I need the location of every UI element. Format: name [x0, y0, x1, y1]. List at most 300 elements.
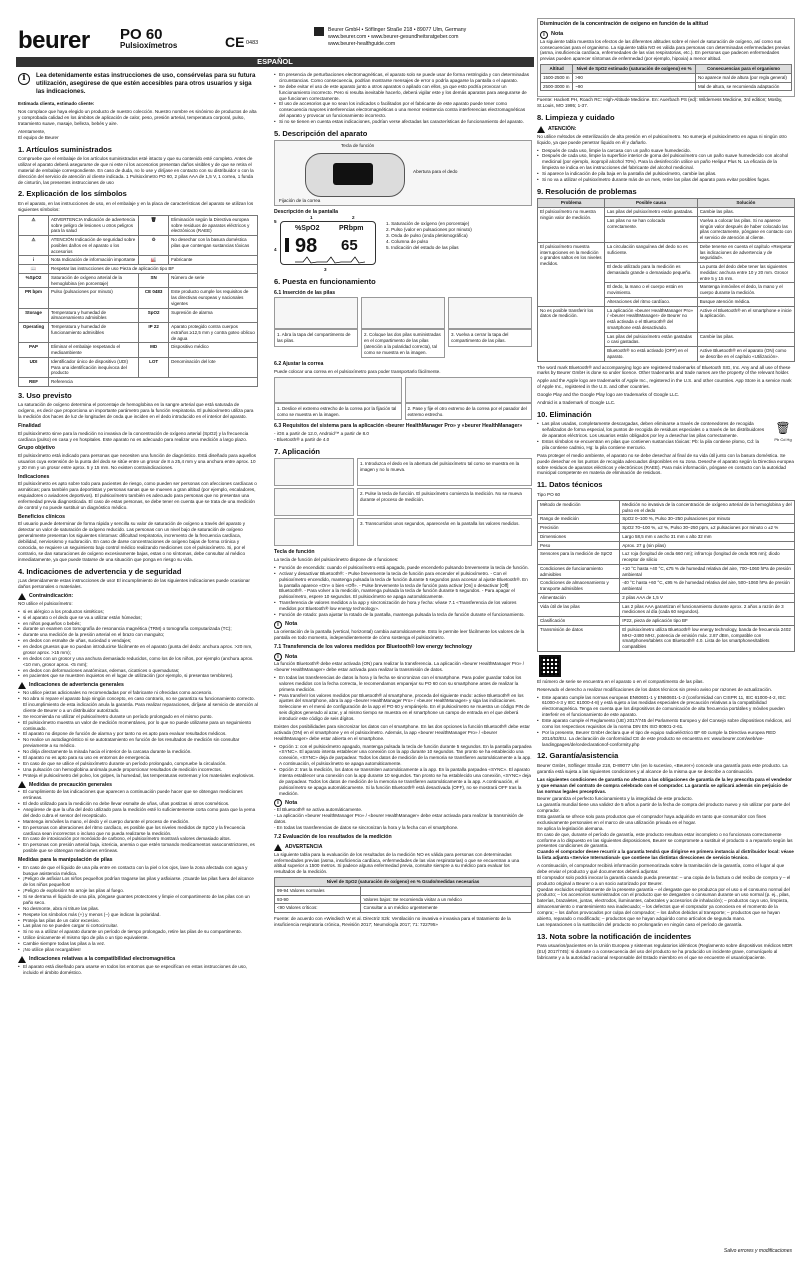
- section-6-1-title: 6.1 Inserción de las pilas: [274, 289, 336, 296]
- altitude-cell: Mal de altura, se recomienda adaptación: [696, 82, 792, 91]
- symbol-description: ATENCIÓN Indicación de seguridad sobre posibles daños en el aparato o los accesorios: [49, 236, 139, 256]
- eval-row: [275, 895, 532, 904]
- nota-2-title: Nota: [285, 653, 298, 660]
- list-item: • si el aparato o el dedo que se va a utilizar están húmedos;: [18, 615, 258, 621]
- disposal-icon: 🗑 Pb Cd Hg: [771, 421, 795, 452]
- eval-row: [275, 904, 532, 913]
- list-item: • Mantenga inmóviles la mano, el dedo y el cuerpo durante el proceso de medición.: [18, 819, 258, 825]
- tech-label: Vida útil de las pilas: [538, 602, 620, 617]
- section-5-title: 5. Descripción del aparato: [274, 128, 368, 138]
- note-icon: i: [274, 799, 282, 807]
- ce-mark: CE: [225, 34, 245, 50]
- trouble-cause: Bluetooth® no está activado (OFF) en el aparato.: [605, 347, 698, 362]
- symbol-glyph: IP 22: [139, 323, 169, 343]
- display-spo2-value: 98: [295, 235, 318, 258]
- section-1-body: Compruebe que el embalaje de los artículos suministrados esté intacto y que su contenido esté completo. Antes de utilizar el aparato deberá asegurarse de que ni este ni los accesorios presentan daños visibles y de que se retira el material de embalaje correspondiente. En caso de duda, no lo use y diríjase en contacto con su distribuidor o con la dirección del servicio de atención al cliente indicada. 1 Pulsioxímetro PO 60, 2 pilas AAA de 1,5 V, 1 correa, 1 funda de cinturón, las presentes instrucciones de uso: [18, 156, 254, 185]
- altitude-table: [540, 64, 792, 91]
- list-item: A continuación, el comprador recibirá información pormenorizada sobre la tramitación de la garantía, como el lugar al que debe enviar el producto y qué documentos deberá adjuntar.: [537, 863, 785, 874]
- tech-label: Clasificación: [538, 617, 620, 626]
- product-subtitle: Pulsioxímetros: [120, 41, 178, 50]
- bat-list: [18, 865, 258, 953]
- warn-general-heading: [18, 682, 258, 689]
- altitude-cell: >90: [573, 73, 696, 82]
- list-item: • En caso de intoxicación por monóxido de carbono, el pulsioxímetro mostrará valores demasiado altos.: [18, 836, 258, 842]
- alt-nota-heading: [540, 31, 792, 39]
- list-item: • El dedo utilizado para la medición no debe llevar esmalte de uñas, uñas postizas ni otros cosméticos.: [18, 801, 258, 807]
- eval-action: Valores bajos: Se recomienda visitar a un médico: [361, 895, 532, 904]
- ce-number: 0483: [246, 40, 259, 46]
- app-step-1-text: 1. Introduzca el dedo en la abertura del pulsioxímetro tal como se muestra en la imagen y no lo mueva.: [357, 458, 532, 486]
- warranty-paras: [537, 796, 795, 849]
- display-frame: [280, 221, 376, 265]
- symbol-description: Eliminación según la Directiva europea sobre residuos de aparatos eléctricos y electrónicos (RAEE): [169, 215, 258, 235]
- list-item: • en niños pequeños o bebés;: [18, 621, 258, 627]
- tech-value: Largo 58,5 mm x ancho 31 mm x alto 32 mm: [620, 532, 795, 541]
- symbol-description: Número de serie: [169, 273, 258, 288]
- list-item: • Se recomienda no utilizar el pulsioxímetro durante un período prolongado en el mismo punto.: [18, 714, 258, 720]
- column-1: [18, 72, 258, 978]
- eval-level: <90 Valores críticos:: [275, 904, 361, 913]
- symbol-description: Temperatura y humedad de almacenamiento admisibles: [49, 308, 139, 323]
- list-item: • El uso de accesorios que no sean los indicados o facilitados por el fabricante de este aparato puede tener como consecuencia mayores interferencias electromagnéticas o una menor resistencia contra interferencias electromagnéticas del aparato y provocar un funcionamiento incorrecto.: [274, 101, 532, 119]
- list-item: Esta garantía se ofrece solo para productos que el comprador haya adquirido en tanto que consumidor con fines exclusivamente personales en el marco de una utilización privada en el hogar.: [537, 814, 767, 825]
- section-6-2-body: Puede colocar una correa en el pulsioxímetro para poder transportarlo fácilmente.: [274, 369, 441, 375]
- prec-heading: [18, 781, 258, 788]
- symbol-glyph: Operating: [19, 323, 49, 343]
- display-num-4: 4: [274, 247, 277, 253]
- emc-item: • El aparato está diseñado para usarse en todos los entornos que se especifican en estas instrucciones de uso, incluido el ámbito doméstico.: [18, 964, 258, 976]
- tech-value: Aprox. 27 g (sin pilas): [620, 541, 795, 550]
- label-tecla: Tecla de función: [341, 143, 375, 149]
- company-address: [328, 27, 466, 47]
- symbol-glyph: SN: [139, 273, 169, 288]
- symbol-glyph: Storage: [19, 308, 49, 323]
- tech-label: Dimensiones: [538, 532, 620, 541]
- trouble-problem: El pulsioxímetro no muestra ningún valor de medición.: [538, 208, 605, 243]
- warning-icon: [18, 593, 26, 600]
- emc-list: [18, 964, 258, 976]
- pulse-column: [285, 238, 289, 252]
- bat-title: Medidas para la manipulación de pilas: [18, 857, 113, 863]
- s63-item-2: - Bluetooth® a partir de 4.0: [274, 436, 330, 442]
- list-item: - El Bluetooth® se activa automáticamente.: [274, 807, 363, 813]
- list-item: • si es alérgico a los productos sintéticos;: [18, 609, 258, 615]
- list-item: • El cumplimiento de las indicaciones que aparecen a continuación puede hacer que se obtengan mediciones erróneas.: [18, 789, 258, 801]
- strap-step-2-text: 2. Pase y fije el otro extremo de la correa por el pasador del extremo estrecho.: [405, 403, 533, 421]
- language-bar: ESPAÑOL: [16, 57, 534, 67]
- symbol-row: [19, 378, 258, 387]
- symbol-description: Aparato protegido contra cuerpos extraños ≥12,5 mm y contra goteo oblicuo de agua: [169, 323, 258, 343]
- sign-off: [18, 129, 258, 141]
- grupo-title: Grupo objetivo: [18, 445, 55, 452]
- symbol-glyph: PR bpm: [19, 288, 49, 308]
- display-pr-value: 65: [341, 237, 358, 255]
- tech-value: Las 2 pilas AAA garantizan el funcionamiento durante aprox. 2 años a razón de 3 mediciones al día (cada 60 segundos).: [620, 602, 795, 617]
- list-item: • Transferencia de valores medidos a la app y sincronización de hora y fecha: véase 7.1 «Transferencia de los valores medidos por Bluetooth® low energy technology».: [274, 600, 532, 612]
- symbol-row: [19, 256, 258, 265]
- symbol-description: Saturación de oxígeno arterial de la hemoglobina (en porcentaje): [49, 273, 139, 288]
- strap-step-2: [405, 377, 533, 421]
- tech-label: Sensores para la medición de SpO2: [538, 550, 620, 565]
- list-item: • En todas las transferencias de datos la hora y la fecha se sincronizan con el smartphone. Para poder guardar todos los valores medidos con la fecha correcta, le recomendamos emparejar su PO 60 con su smartphone antes de realizar la primera medición.: [274, 675, 532, 693]
- tech-row: [538, 532, 795, 541]
- trouble-cause: Las pilas no se han colocado correctamente.: [605, 216, 698, 242]
- symbol-row: [19, 357, 258, 377]
- strap-step-2-image: [405, 377, 533, 403]
- indicaciones-body: El pulsioxímetro es apto sobre todo para pacientes de riesgo, como pueden ser personas con afecciones cardíacas o asmáticas; para también para deportistas y personas sanas que se mueven a gran altitud (por ejemplo, escaladores, esquiadores o aviadores deportivos). El pulsioxímetro también es adecuado para personas que no presentan una enfermedad previa diagnosticada. El caso de estas personas, se debe tener en cuenta que se trata de una medición de control y no puede sustituir un diagnóstico médico.: [18, 481, 257, 510]
- symbol-row: [19, 215, 258, 235]
- symbol-glyph: ⚠: [19, 215, 49, 235]
- tech-label: Peso: [538, 541, 620, 550]
- symbol-row: [19, 273, 258, 288]
- trouble-problem: El pulsioxímetro muestra interrupciones en la medición o grandes saltos en los niveles medidos.: [538, 242, 605, 306]
- warning-icon: [537, 126, 545, 133]
- tech-reserve: Reservado el derecho a realizar modificaciones de los datos técnicos sin previo aviso por razones de actualización.: [537, 686, 772, 692]
- altitude-cell: No aparece mal de altura (por regla general): [696, 73, 792, 82]
- trouble-solution: Mantenga inmóviles el dedo, la mano y el cuerpo durante la medición.: [697, 283, 794, 298]
- trouble-solution: Cambie las pilas.: [697, 208, 794, 217]
- section-7-1-title: 7.1 Transferencia de los valores medidos por Bluetooth® low energy technology: [274, 643, 473, 650]
- display-num-2: 2: [352, 215, 355, 221]
- device-screen: [333, 163, 373, 185]
- alt-nota-body: La siguiente tabla muestra los efectos de las diferentes altitudes sobre el nivel de saturación de oxígeno, así como sus consecuencias para el organismo. La siguiente tabla NO es válida para personas con determinadas enfermedades previas (asma, insuficiencia cardíaca, enfermedades de las vías respiratorias, etc.). En personas que padecen enfermedades previas pueden aparecer síntomas de enfermedad (por ejemplo, hipoxia) a menor altitud.: [540, 38, 790, 62]
- trouble-solution: Active Bluetooth® en el aparato (ON) como se describe en el capítulo «Utilización».: [697, 347, 794, 362]
- label-abertura: Abertura para el dedo: [413, 169, 458, 175]
- atencion-title: ATENCIÓN:: [548, 125, 577, 132]
- list-item: Las reparaciones o la sustitución del producto no prolongarán en ningún caso el período de garantía.: [537, 921, 743, 927]
- adv-heading: [274, 844, 532, 851]
- trademark-3: Google Play and the Google Play logo are trademarks of Google LLC.: [537, 392, 680, 398]
- eval-level: 93-90: [275, 895, 361, 904]
- alt-source: Fuente: Hackett PH, Roach RC: High-Altitude Medicine. En: Auerbach PS (ed): Wilderness Medicine, 3rd edition; Mosby, St.Louis, MO 1995; 1-37.: [537, 97, 783, 109]
- list-item: En caso de que, durante el período de garantía, este producto resultara estar incompleto o no funcionara correctamente conforme a lo dispuesto en las siguientes disposiciones, Beurer se compromete a sustituir el producto o a repararlo según las presentes condiciones de garantía.: [537, 831, 793, 849]
- application-steps: [274, 458, 532, 546]
- tech-value: +10 °C hasta +40 °C, ≤75 % de humedad relativa del aire, 700–1060 hPa de presión ambiental: [620, 564, 795, 579]
- troubleshooting-table: [537, 198, 795, 361]
- list-item: El comprador solo podrá invocar la garantía cuando pueda presentar: – una copia de la factura o del recibo de compra y – el producto original a Beurer o a un socio autorizado por Beurer.: [537, 874, 791, 886]
- eval-action: Consultar a un médico urgentemente: [361, 904, 532, 913]
- list-item: • No abra ni repare el aparato bajo ningún concepto, en caso contrario, no se garantiza su funcionamiento correcto. El incumplimiento de esta indicación anula la garantía. Para realizar reparaciones, diríjase al servicio de atención al cliente de Beurer o a un distribuidor autorizado.: [18, 696, 258, 714]
- symbol-glyph: UDI: [19, 357, 49, 377]
- symbol-description: No desechar con la basura doméstica pilas que contengan sustancias tóxicas: [169, 236, 258, 256]
- disposal-block: [537, 421, 795, 452]
- tech-row: [538, 550, 795, 565]
- symbol-description: Pulso (pulsaciones por minuto): [49, 288, 139, 308]
- sign-off-text: Atentamente,: [18, 128, 46, 134]
- list-item: • El aparato no es apto para su uso en entornos de emergencia.: [18, 755, 258, 761]
- list-item: • Si no va a utilizar el pulsioxímetro durante más de un mes, retire las pilas del aparato para evitar posibles fugas.: [537, 177, 795, 183]
- symbol-row: [19, 236, 258, 256]
- list-item: • en dedos con deformaciones anatómicas, edemas, cicatrices o quemaduras;: [18, 668, 258, 674]
- tech-value: 2 pilas AAA de 1,5 V: [620, 593, 795, 602]
- column-3: [537, 18, 795, 963]
- list-item: 4. Columna de pulso: [386, 238, 429, 244]
- list-item: • durante un examen con tomografía de resonancia magnética (TRM) o tomografía computarizada (TC);: [18, 626, 258, 632]
- beneficios-body: El usuario puede determinar de forma rápida y sencilla su valor de saturación de oxígeno a través del aparato y detectar un valor de saturación de oxígeno reducido. Las personas con un nivel bajo de saturación de oxígeno generalmente presentan los siguientes síntomas: dificultad respiratoria, incremento de la frecuencia cardíaca, debilidad, nerviosismo y sudoración. En caso de darse concentraciones de oxígeno bajas de forma crónica y conocida, se requiere un seguimiento bajo control médico realizando mediciones con el pulsioxímetro. Si, por el contrario, se dan saturaciones de oxígeno excesivamente bajas, estas o no síntomas, debe consultar al médico inmediatamente, ya que puede tratarse de una situación que ponga en riesgo su vida.: [18, 521, 246, 562]
- display-spo2-label: %SpO2: [295, 225, 320, 233]
- label-correa: Fijación de la correa: [279, 198, 321, 204]
- trouble-solution: Active el Bluetooth® en el smartphone e inicie la aplicación.: [697, 306, 794, 332]
- trouble-header: Problema: [538, 199, 605, 208]
- intro-note: [18, 72, 258, 95]
- trouble-cause: Alteraciones del ritmo cardíaco.: [605, 297, 698, 306]
- altitude-title: Disminución de la concentración de oxígeno en función de la altitud: [540, 21, 709, 27]
- trouble-solution: Vuelva a colocar las pilas. Si no aparece ningún valor después de haber colocado las pilas correctamente, póngase en contacto con el servicio de atención al cliente.: [697, 216, 794, 242]
- tech-row: [538, 564, 795, 579]
- company-line-1: Beurer GmbH • Söflinger Straße 218 • 89077 Ulm, Germany: [328, 27, 467, 33]
- symbol-glyph: ⚠: [19, 236, 49, 256]
- altitude-row: [541, 82, 792, 91]
- battery-step-3-text: 3. Vuelva a cerrar la tapa del compartimento de las pilas.: [448, 329, 532, 347]
- list-item: • Se debe evitar el uso de este aparato junto a otros aparatos o apilado con ellos, ya que esto podría provocar un funcionamiento incorrecto. Pero si resulta inevitable hacerlo, deberá vigilar este y los demás aparatos para asegurarse de que funcionen correctamente.: [274, 84, 532, 102]
- list-item: Se aplica la legislación alemana.: [537, 825, 604, 831]
- list-item: • Después de cada uso, limpie la superficie interior de goma del pulsioxímetro con un paño suave humedecido con alcohol medicinal (por ejemplo, isopropil alcohol 70%). Para la desinfección utilice un paño Helipur Plus N. La eficacia de la limpieza se indica en las instrucciones del fabricante del alcohol medicinal.: [537, 153, 795, 171]
- list-item: • No utilice piezas adicionales no recomendadas por el fabricante ni ofrecidas como accesorio.: [18, 690, 258, 696]
- symbol-row: [19, 265, 258, 274]
- contra-title: Contraindicación:: [29, 593, 74, 600]
- s71-body: Existen dos posibilidades para sincronizar los datos con el smartphone. En las dos opciones la función Bluetooth® debe estar activada (ON) en el smartphone y en el pulsioxímetro. Además, la app «beurer HealthManager Pro» / «beurer HealthManager» debe estar abierta en el smartphone.: [274, 723, 530, 741]
- section-2-title: 2. Explicación de los símbolos: [18, 189, 127, 199]
- symbol-glyph: LOT: [139, 357, 169, 377]
- symbol-glyph: 🗑: [139, 215, 169, 235]
- list-item: • Estos símbolos se encuentran en pilas que contienen sustancias tóxicas: Pb: la pila contiene plomo, Cd: la pila contiene cadmio, Hg: la pila contiene mercurio.: [537, 439, 767, 451]
- tech-value: El pulsioxímetro utiliza Bluetooth® low energy technology, banda de frecuencia 2402 MHz–2480 MHz, potencia de emisión máx. 2.87 dBm, compatible con smartphones/tablets con Bluetooth® 4.0. Lista de los smartphones/tablets compatibles: [620, 625, 795, 651]
- trouble-row: [538, 306, 795, 332]
- device-figure: [274, 140, 532, 206]
- tech-row: [538, 625, 795, 651]
- list-item: • Opción 1: con el pulsioxímetro apagado, mantenga pulsada la tecla de función durante 5 segundos. En la pantalla parpadea «SYNC». El aparato intenta establecer una conexión con la app durante 10 segundos. Tan pronto se ha establecido una conexión, «SYNC» deja de parpadear. Todos los datos de medición de la memoria se transfieren automáticamente a la app. A continuación, el pulsioxímetro se apaga automáticamente.: [274, 744, 532, 768]
- nota-1-title: Nota: [285, 621, 298, 628]
- symbols-table: [18, 215, 258, 387]
- section-7-2-title: 7.2 Evaluación de los resultados de la medición: [274, 833, 392, 840]
- tech-row: [538, 515, 795, 524]
- section-12-title: 12. Garantía/asistencia: [537, 751, 619, 761]
- symbol-row: [19, 323, 258, 343]
- list-item: • ¡Peligro de explosión! No arroje las pilas al fuego.: [18, 888, 258, 894]
- symbol-glyph: MD: [139, 343, 169, 358]
- bat-heading: [18, 857, 258, 864]
- list-item: • Función de rotado: para ajustar la rotado de la pantalla, mantenga pulsada la tecla de función durante el funcionamiento.: [274, 612, 532, 618]
- trademark-4: Android is a trademark of Google LLC.: [537, 399, 616, 405]
- nota-3-list: [274, 807, 532, 831]
- section-6-3-title: 6.3 Requisitos del sistema para la aplicación «beurer HealthManager Pro» y «beurer HealthManager»: [274, 423, 523, 430]
- symbol-description: Denominación del lote: [169, 357, 258, 377]
- tech-row: [538, 579, 795, 594]
- altitude-cell: ~90: [573, 82, 696, 91]
- list-item: • En personas con presión arterial baja, ictericia, anemia o que estén tomando medicamentos vasoconstrictores, es posible que se obtengan mediciones erróneas.: [18, 842, 258, 854]
- list-item: • Respete los símbolos más (+) y menos (−) que indican la polaridad.: [18, 912, 258, 918]
- document-header: [0, 0, 535, 66]
- cleaning-list: [537, 148, 795, 183]
- list-item: • Una pulsación con hemoglobina anómala puede proporcionar resultados de medición incorrectos.: [18, 767, 258, 773]
- team-name: El equipo de Beurer: [18, 134, 59, 140]
- tech-row: [538, 617, 795, 626]
- list-item: • No desmonte, abra ni triture las pilas.: [18, 906, 258, 912]
- list-item: • Las pilas no se pueden cargar ni cortocircuitar.: [18, 923, 258, 929]
- intro-text: Lea detenidamente estas instrucciones de uso, consérvelas para su futura utilización, asegúrese de que estén accesibles para otros usuarios y siga las indicaciones.: [36, 72, 256, 95]
- list-item: • en dedos con un grosor y una anchura demasiado reducidos, como los de los niños, por ejemplo (anchura aprox. <10 mm, grosor aprox. <5 mm);: [18, 656, 258, 668]
- list-item: • Si aparece la indicación de pila baja en la pantalla del pulsioxímetro, cambie las pilas.: [537, 171, 795, 177]
- grupo-body: El pulsioxímetro está indicado para personas que necesiten una función de diagnóstico. Está diseñado para aquellos usuarios cuya extensión de la punta del dedo se sitúe entre un grosor de 8 a 25,4 mm y una anchura entre aprox. 10 y 20 mm y un grosor entre aprox. 5 y 15 mm. No existen contraindicaciones.: [18, 453, 257, 470]
- trouble-row: [538, 242, 795, 262]
- list-item: • en dedos gruesos que no puedan introducirse fácilmente en el aparato (punta del dedo: anchura aprox. >20 mm, grosor aprox. >15 mm);: [18, 644, 258, 656]
- tech-table: [537, 500, 795, 652]
- warranty-body: Beurer GmbH, Söflinger Straße 218, D-89077 Ulm (en lo sucesivo, «Beurer») concede una garantía para este producto. La garantía está sujeta a las siguientes condiciones y al alcance de la misma que se describe a continuación.: [537, 763, 788, 774]
- list-item: • Cambie siempre todas las pilas a la vez.: [18, 941, 258, 947]
- symbol-glyph: REF: [19, 378, 49, 387]
- nota-2-body: La función Bluetooth® debe estar activada (ON) para realizar la transferencia. La aplicación «beurer HealthManager Pro» / «beurer HealthManager» debe estar activada para realizar la transmisión de datos.: [274, 661, 525, 673]
- trouble-problem: No es posible transferir los datos de medición.: [538, 306, 605, 361]
- section-10-title: 10. Eliminación: [537, 409, 592, 419]
- info-icon: i: [18, 73, 30, 85]
- tech-label: Condiciones de almacenamiento y transporte admisibles: [538, 579, 620, 594]
- display-num-3: 3: [324, 267, 327, 273]
- trouble-header: Solución: [697, 199, 794, 208]
- section-6-title: 6. Puesta en funcionamiento: [274, 277, 376, 287]
- column-2: [274, 72, 532, 930]
- list-item: • El aparato no dispone de función de alarma y por tanto no es apto para evaluar resultados médicos.: [18, 731, 258, 737]
- trouble-row: [538, 208, 795, 217]
- list-item: • en pacientes que se muestren inquietos en el lugar de utilización (por ejemplo, si presentan temblores).: [18, 673, 258, 679]
- altitude-row: [541, 73, 792, 82]
- list-item: • Utilice únicamente el mismo tipo de pila o un tipo equivalente.: [18, 935, 258, 941]
- tech-value: Medición no invasiva de la concentración de oxígeno arterial de la hemoglobina y del pulso en el dedo: [620, 500, 795, 515]
- tech-value: IP22, pieza de aplicación tipo BF: [620, 617, 795, 626]
- symbol-description: Fabricante: [169, 256, 258, 265]
- section-11-title: 11. Datos técnicos: [537, 480, 603, 490]
- list-item: • Si no va a utilizar el aparato durante un período de tiempo prolongado, retire las pilas de su compartimento.: [18, 929, 258, 935]
- section-4-title: 4. Indicaciones de advertencia y de seguridad: [18, 566, 182, 576]
- list-item: • En caso de que se utilice el pulsioxímetro durante un período prolongado, compruebe la circulación.: [18, 761, 258, 767]
- app-step-1-image: [274, 458, 354, 486]
- section-3-body: La saturación de oxígeno determina el porcentaje de hemoglobina en la sangre arterial que está saturada de oxígeno, es decir que proporciona un importante parámetro para la función respiratoria. El pulsioxímetro utiliza para la medición dos haces de luz de longitudes de onda que inciden en el dedo introducido en el interior del aparato.: [18, 402, 254, 420]
- symbol-glyph: 🏭: [139, 256, 169, 265]
- trouble-solution: Debe tenerse en cuenta el capítulo «Respetar las indicaciones de advertencia y de seguridad».: [697, 242, 794, 262]
- warranty-bold-2: Cuando el comprador desee recurrir a la garantía tendrá que dirigirse en primera instancia al distribuidor local: véase la lista adjunta «Service International» que contiene las distintas direcciones de servicio técnico.: [537, 849, 794, 861]
- app-step-3: [274, 518, 532, 546]
- section-13-title: 13. Nota sobre la notificación de incidentes: [537, 931, 692, 941]
- altitude-header: Nivel de SpO2 estimado (saturación de oxígeno) en %: [573, 65, 696, 74]
- strap-steps: [274, 377, 532, 421]
- list-item: • Proteja el pulsioxímetro del polvo, los golpes, la humedad, las temperaturas extremas y los materiales explosivos.: [18, 773, 258, 779]
- strap-step-1: [274, 377, 402, 421]
- list-item: Quedan excluidos explícitamente de la presente garantía – el desgaste que se produzca por el uso o el consumo normal del producto; – los accesorios suministrados con el producto que se desgasten o consuman durante un uso normal (p. ej., pilas, baterías, brazaletes, juntas, electrodos, iluminantes, cabezales y accesorios de inhalación); – productos cuyo uso, limpieza, almacenamiento o mantenimiento sea inadecuado; – los defectos que el comprador ya conociera en el momento de la compra; – los daños provocados por culpa del comprador; – los daños debidos al transporte; – productos que se hayan abierto, reparado o modificado; – productos que se hayan adquirido como artículos de segunda mano.: [537, 886, 790, 921]
- list-item: • Las pilas usadas, completamente descargadas, deben eliminarse a través de contenedores de recogida señalizados de forma especial, los puntos de recogida de residuos especiales o a través de los distribuidores de aparatos eléctricos. Los usuarios están obligados por ley a desechar las pilas correctamente.: [537, 421, 767, 439]
- note-icon: i: [274, 653, 282, 661]
- symbol-glyph: PAP: [19, 343, 49, 358]
- symbol-glyph: %SpO2: [19, 273, 49, 288]
- trademark-1: The word mark Bluetooth® and accompanying logo are registered trademarks of Bluetooth SIG, Inc. Any and all use of these marks by Beurer GmbH is done so under licence. Other trademarks and trade names are the property of the relevant holder.: [537, 364, 791, 376]
- tech-note: El número de serie se encuentra en el aparato o en el compartimento de las pilas.: [537, 678, 704, 684]
- section-13-body: Para usuarios/pacientes en la Unión Europea y sistemas regulatorios idénticos (Reglamento sobre dispositivos médicos MDR (EU) 2017/745): si durante o a consecuencia del uso del producto se ha producido un incidente grave, comuníquelo al fabricante y a la autoridad nacional responsable del Estado miembro en el que se encuentre el usuario/paciente.: [537, 943, 793, 960]
- eval-source: Fuente: de acuerdo con «Windisch W et al. Directriz S2k: Ventilación no invasiva e invasiva para el tratamiento de la insuficiencia respiratoria crónica, Revisión 2017; Neumología 2017; 71: 722795»: [274, 916, 511, 927]
- tech-label: Condiciones de funcionamiento admisibles: [538, 564, 620, 579]
- model-name: PO 60: [120, 26, 163, 43]
- disposal-list: [537, 421, 767, 450]
- contra-list: [18, 609, 258, 680]
- trouble-cause: La circulación sanguínea del dedo no es suficiente.: [605, 242, 698, 262]
- symbol-description: Supresión de alarma: [169, 308, 258, 323]
- app-step-3-text: 3. Transcurridos unos segundos, aparecerán en la pantalla los valores medidos.: [357, 518, 532, 546]
- pulse-wave: [295, 256, 365, 264]
- indicaciones-title: Indicaciones: [18, 473, 50, 480]
- tech-value: -40 °C hasta +60 °C, ≤95 % de humedad relativa del aire, 500–1060 hPa de presión ambiental: [620, 579, 795, 594]
- symbol-description: Nota Indicación de información importante: [49, 256, 139, 265]
- section-7-title: 7. Aplicación: [274, 446, 320, 456]
- note-icon: i: [274, 621, 282, 629]
- list-item: • El pulsioxímetro muestra un valor de medición momentáneo, por lo que no puede utilizarse para un seguimiento continuado.: [18, 720, 258, 732]
- adv-title: ADVERTENCIA: [285, 843, 323, 850]
- symbol-description: Respetar las instrucciones de uso Pieza de aplicación tipo BF: [49, 265, 258, 274]
- altitude-header: Consecuencias para el organismo: [696, 65, 792, 74]
- battery-step-1-image: [274, 297, 358, 329]
- symbol-description: Temperatura y humedad de funcionamiento admisibles: [49, 323, 139, 343]
- contra-heading: [18, 593, 258, 600]
- tech-value: SpO2 70–100 %, ±2 %, Pulso 30–250 ppm, ±2 pulsaciones por minuto o ±2 %: [620, 524, 795, 533]
- list-item: 5. Indicación del estado de las pilas: [386, 244, 459, 250]
- section-8-intro: No utilice métodos de esterilización de alta presión en el pulsioxímetro. No sumerja el pulsioxímetro en agua ni ningún otro líquido, ya que puede penetrar líquido en él y dañarlo.: [537, 133, 787, 145]
- altitude-cell: 1500-2500 m: [541, 73, 573, 82]
- symbol-row: [19, 308, 258, 323]
- list-item: • Asegúrese de que la uña del dedo utilizado para la medición esté lo suficientemente corta como para que la yema del dedo cubra el sensor del receptáculo.: [18, 807, 258, 819]
- list-item: • Función de encendido: cuando el pulsioxímetro está apagado, puede encenderlo pulsando brevemente la tecla de función.: [274, 565, 532, 571]
- list-item: • Si no se tienen en cuenta estas indicaciones, podrían verse afectadas las características de funcionamiento del aparato.: [274, 119, 532, 125]
- symbol-row: [19, 288, 258, 308]
- trouble-solution: Busque atención médica.: [697, 297, 794, 306]
- list-item: • Después de cada uso, limpie la carcasa con un paño suave humedecido.: [537, 148, 795, 154]
- display-num-5: 5: [274, 219, 277, 225]
- battery-step-3: [448, 297, 532, 358]
- battery-step-2-text: 2. Coloque las dos pilas suministradas en el compartimento de las pilas (atención a la polaridad correcta), tal como se muestra en la imagen.: [361, 329, 445, 358]
- symbol-description: Eliminar el embalaje respetando el medioambiente: [49, 343, 139, 358]
- emc-heading: [18, 956, 258, 963]
- section-4-intro: ¡Las detenidamente estas instrucciones de uso! El incumplimiento de las siguientes indicaciones puede ocasionar daños personales o materiales.: [18, 578, 250, 589]
- battery-steps: [274, 297, 532, 358]
- evaluation-table: [274, 877, 532, 913]
- list-item: • En caso de que el líquido de una pila entre en contacto con la piel o los ojos, lave la zona afectada con agua y busque asistencia médica.: [18, 865, 258, 877]
- list-item: • ¡No utilice pilas recargables!: [18, 947, 258, 953]
- contra-intro: NO utilice el pulsioxímetro:: [18, 600, 73, 606]
- section-9-title: 9. Resolución de problemas: [537, 186, 637, 196]
- warranty-bold: Las siguientes condiciones de garantía no afectan a las obligaciones de garantía de la ley prescrita para el vendedor y que emanan del contrato de compra celebrado con el comprador. La garantía se aplicará además sin perjuicio de las normas legales preceptivas.: [537, 776, 792, 794]
- app-step-1: [274, 458, 532, 486]
- eval-row: [275, 886, 532, 895]
- emc-top-list: [274, 72, 532, 125]
- trouble-cause: Las pilas del pulsioxímetro están gastadas o casi gastadas.: [605, 332, 698, 347]
- display-legend: [386, 221, 526, 250]
- greeting: Estimada clienta, estimado cliente:: [18, 101, 95, 107]
- list-item: • Para transferir los valores medidos por Bluetooth® al smartphone, proceda del siguiente modo: active Bluetooth® en los ajustes del smartphone, abra la app «beurer HealthManager Pro» / «beurer HealthManager» y siga las indicaciones. Seleccione en el menú de configuración de la app el PO 60 y empárejelo. En el pulsioxímetro se muestra un código PIN de seis dígitos generado al azar, y al mismo tiempo se muestra en el smartphone un campo de entrada en el que deberá introducir este código de seis dígitos.: [274, 693, 532, 722]
- tech-value: Luz roja (longitud de onda 660 nm); infrarrojo (longitud de onda 905 nm); diodo receptor de silicio: [620, 550, 795, 565]
- brand-logo: beurer: [18, 27, 90, 54]
- display-figure: [274, 217, 532, 273]
- symbol-description: Dispositivo médico: [169, 343, 258, 358]
- eval-action: [361, 886, 532, 895]
- warranty-paras-2: [537, 863, 795, 928]
- list-item: • Si se derrama el líquido de una pila, póngase guantes protectores y limpie el compartimento de las pilas con un paño seco.: [18, 894, 258, 906]
- list-item: • Activar y desactivar Bluetooth®: - Pulse brevemente la tecla de función para encender el pulsioxímetro. - Con el pulsioxímetro encendido, mantenga pulsada la tecla de función durante 5 segundos para accesar al ajuste Bluetooth®. En la pantalla aparece «On» o bien «Off». - Pulse brevemente la tecla de función para activar [On] o desactivar [Off] Bluetooth®. - Para volver a la medición, mantenga pulsada la tecla de función durante 5 segundos. - Para apagar el pulsioxímetro, espere 10 segundos. El pulsioxímetro se apaga automáticamente.: [274, 571, 532, 600]
- list-item: • Proteja las pilas de un calor excesivo.: [18, 918, 258, 924]
- symbol-row: [19, 343, 258, 358]
- alt-nota-title: Nota: [551, 31, 564, 38]
- app-step-3-image: [274, 518, 354, 546]
- greeting-body: Nos complace que haya elegido un producto de nuestro colección. Nuestro nombre es sinónimo de productos de alta y comprobada calidad en los ámbitos de aplicación de calor, peso, presión arterial, temperatura corporal, pulso, tratamiento suave, masaje, belleza, bebés y aire.: [18, 109, 257, 126]
- list-item: • Este aparato cumple el Reglamento (UE) 2017/745 del Parlamento Europeo y del Consejo sobre dispositivos médicos, así como los respectivos requisitos de la norma DIN EN ISO 80601-2-61.: [537, 718, 795, 730]
- battery-step-1: [274, 297, 358, 358]
- display-pr-label: PRbpm: [339, 225, 364, 233]
- list-item: • Este aparato cumple las normas europeas EN60601-1 y EN60601-1-2 (conformidad con CISPR 11, IEC 61000-4-2, IEC 61000-4-3 y IEC 61000-4-8) y está sujeto a las medidas especiales de precaución relativas a la compatibilidad electromagnética. Tenga en cuenta que los dispositivos de comunicación de alta frecuencia portátiles y móviles pueden interferir en el funcionamiento de este aparato.: [537, 695, 795, 719]
- symbol-description: Identificador único de dispositivo (UDI) Para una identificación inequívoca del producto: [49, 357, 139, 377]
